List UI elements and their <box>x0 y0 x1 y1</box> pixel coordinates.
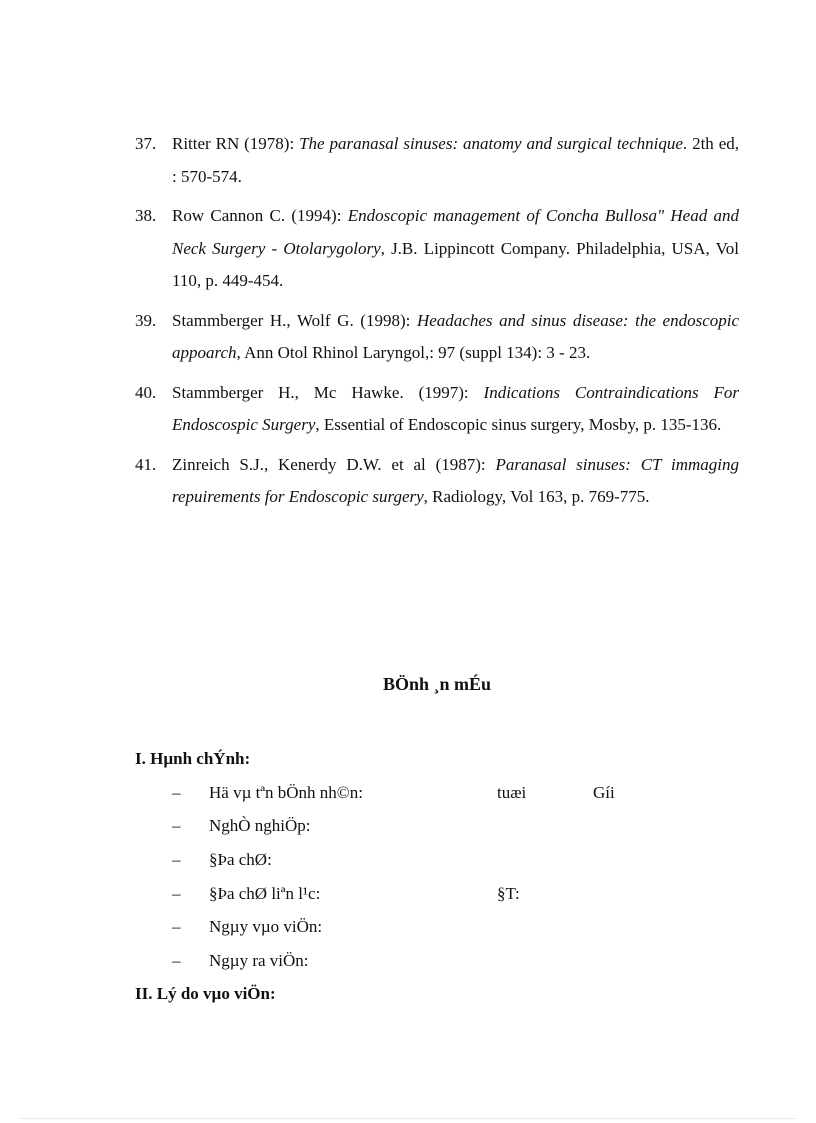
reference-item <box>135 305 739 370</box>
section-heading-admin: I. Hµnh chÝnh: <box>135 749 251 768</box>
page-bottom-divider <box>20 1118 796 1119</box>
field-label: §Þa chØ liªn l¹c: <box>209 884 321 903</box>
field-label: Ngµy ra viÖn: <box>209 951 309 970</box>
reference-number: 41. <box>135 454 157 474</box>
reference-item <box>135 377 739 442</box>
reference-item <box>135 200 739 298</box>
reference-number: 40. <box>135 382 157 402</box>
reference-authors: Stammberger H., Mc Hawke. (1997): <box>172 382 484 402</box>
reference-title: Headaches and sinus disease: the endoscopic appoarch <box>172 310 740 362</box>
reference-details: , Essential of Endoscopic sinus surgery, Mosby, p. 135-136. <box>315 415 722 434</box>
reference-title: Paranasal sinuses: CT immaging repuirements for Endoscopic surgery <box>172 454 739 506</box>
reference-list <box>135 128 739 521</box>
reference-details: , Radiology, Vol 163, p. 769-775. <box>423 487 650 506</box>
field-label-phone: §T: <box>497 884 520 903</box>
field-label-age: tuæi <box>497 783 527 802</box>
bullet-dash: – <box>172 917 181 936</box>
reference-authors: Zinreich S.J., Kenerdy D.W. et al (1987): <box>172 454 496 474</box>
reference-number: 37. <box>135 134 157 153</box>
field-label: NghÒ nghiÖp: <box>209 816 311 835</box>
field-label-gender: Gíi <box>593 783 615 802</box>
reference-details: . 2th ed, : 570-574. <box>172 134 739 186</box>
form-title: BÖnh ¸n mÉu <box>382 674 492 694</box>
bullet-dash: – <box>172 951 181 970</box>
reference-item <box>135 128 739 193</box>
field-label: §Þa chØ: <box>209 850 272 869</box>
bullet-dash: – <box>172 783 181 802</box>
bullet-dash: – <box>172 850 181 869</box>
section-heading-reason: II. Lý do vµo viÖn: <box>135 984 276 1003</box>
reference-title: Endoscopic management of Concha Bullosa" Head and Neck Surgery - Otolarygolory <box>172 206 739 258</box>
reference-item <box>135 449 739 514</box>
field-label: Hä vµ tªn bÖnh nh©n: <box>209 783 363 802</box>
bullet-dash: – <box>172 816 181 835</box>
reference-details: , Ann Otol Rhinol Laryngol,: 97 (suppl 134): 3 - 23. <box>236 343 591 362</box>
reference-title: Indications Contraindications For Endoscospic Surgery <box>172 382 739 434</box>
reference-authors: Row Cannon C. (1994): <box>172 206 348 225</box>
bullet-dash: – <box>172 884 181 903</box>
reference-details: , J.B. Lippincott Company. Philadelphia, USA, Vol 110, p. 449-454. <box>172 238 739 290</box>
reference-authors: Ritter RN (1978): <box>172 134 300 153</box>
field-label: Ngµy vµo viÖn: <box>209 917 323 936</box>
reference-title: The paranasal sinuses: anatomy and surgical technique <box>299 134 683 153</box>
reference-authors: Stammberger H., Wolf G. (1998): <box>172 310 417 330</box>
reference-number: 39. <box>135 310 157 330</box>
reference-number: 38. <box>135 206 157 225</box>
